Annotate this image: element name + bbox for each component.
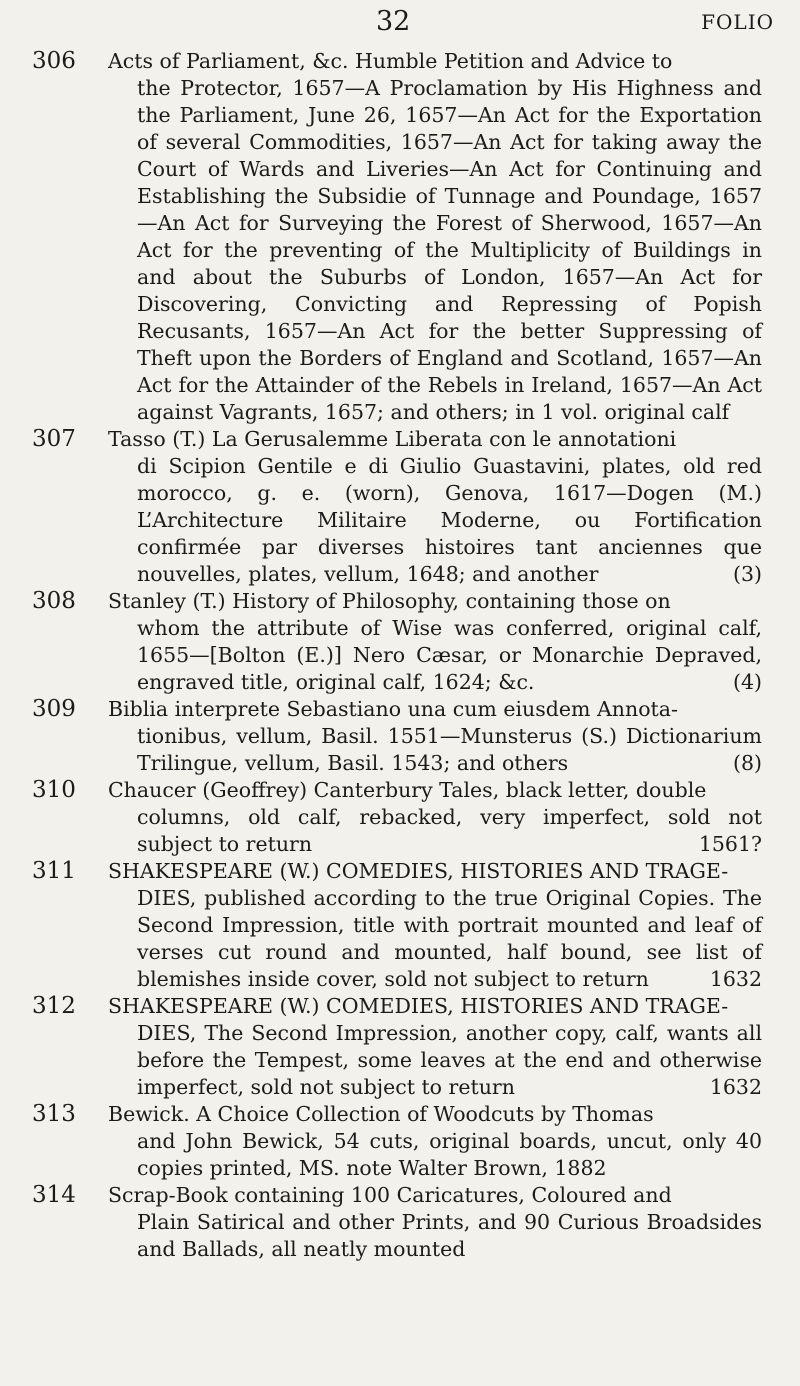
lot-details: di Scipion Gentile e di Giulio Guastavini, plates, old red morocco, g. e. (worn), Genova, 1617—Dogen (M.) L’Architecture Militaire Moderne, ou Fortification confirmée par diverses histoires tant anciennes que nouvelles, plates, vellum, 1648; and another (137, 454, 762, 586)
lot-heading: Biblia interprete Sebastiano una cum eiusdem Annota- (108, 697, 678, 721)
lot-number: 312 (32, 993, 76, 1019)
lot-details: and John Bewick, 54 cuts, original boards, uncut, only 40 copies printed, MS. note Walter Brown, 1882 (137, 1129, 762, 1180)
page-header (0, 2, 800, 42)
lot-date: 1632 (709, 967, 762, 991)
lot-entry (0, 1182, 800, 1263)
lot-list (0, 48, 800, 1263)
lot-entry (0, 48, 800, 426)
lot-entry (0, 858, 800, 993)
lot-entry (0, 588, 800, 696)
lot-entry (0, 1101, 800, 1182)
lot-date: 1632 (709, 1075, 762, 1099)
lot-details: whom the attribute of Wise was conferred, original calf, 1655—[Bolton (E.)] Nero Cæsar, or Monarchie Depraved, engraved title, original calf, 1624; &c. (137, 616, 762, 694)
lot-number: 307 (32, 426, 76, 452)
lot-heading: SHAKESPEARE (W.) COMEDIES, HISTORIES AND TRAGE- (108, 859, 729, 883)
lot-heading: Stanley (T.) History of Philosophy, containing those on (108, 589, 671, 613)
lot-description (108, 1182, 762, 1263)
lot-description (108, 993, 762, 1101)
lot-entry (0, 696, 800, 777)
lot-details: Plain Satirical and other Prints, and 90 Curious Broadsides and Ballads, all neatly mounted (137, 1210, 762, 1261)
page-number: 32 (376, 6, 411, 37)
lot-quantity: (4) (732, 670, 762, 694)
lot-details-wrap (108, 723, 762, 777)
lot-number: 310 (32, 777, 76, 803)
lot-details-wrap (108, 453, 762, 588)
lot-number: 313 (32, 1101, 76, 1127)
lot-description (108, 48, 762, 426)
lot-description (108, 1101, 762, 1182)
lot-description (108, 777, 762, 858)
lot-details-wrap (108, 885, 762, 993)
lot-number: 314 (32, 1182, 76, 1208)
lot-details: DIES, The Second Impression, another copy, calf, wants all before the Tempest, some leaves at the end and otherwise imperfect, sold not subject to return (137, 1021, 762, 1099)
lot-description (108, 588, 762, 696)
lot-heading: Acts of Parliament, &c. Humble Petition and Advice to (108, 49, 673, 73)
lot-description (108, 426, 762, 588)
lot-number: 311 (32, 858, 76, 884)
lot-details: tionibus, vellum, Basil. 1551—Munsterus (S.) Dictionarium Trilingue, vellum, Basil. 1543; and others (137, 724, 762, 775)
lot-heading: Bewick. A Choice Collection of Woodcuts by Thomas (108, 1102, 654, 1126)
lot-description (108, 696, 762, 777)
lot-description (108, 858, 762, 993)
lot-details: the Protector, 1657—A Proclamation by His Highness and the Parliament, June 26, 1657—An Act for the Exportation of several Commodities, 1657—An Act for taking away the Court of Wards and Liveries—An Act for Continuing and Establishing the Subsidie of Tunnage and Poundage, 1657—An Act for Surveying the Forest of Sherwood, 1657—An Act for the preventing of the Multiplicity of Buildings in and about the Suburbs of London, 1657—An Act for Discovering, Convicting and Repressing of Popish Recusants, 1657—An Act for the better Suppressing of Theft upon the Borders of England and Scotland, 1657—An Act for the Attainder of the Rebels in Ireland, 1657—An Act against Vagrants, 1657; and others; in 1 vol. original calf (137, 76, 762, 424)
lot-details: DIES, published according to the true Original Copies. The Second Impression, title with portrait mounted and leaf of verses cut round and mounted, half bound, see list of blemishes inside cover, sold not subject to return (137, 886, 762, 991)
lot-number: 309 (32, 696, 76, 722)
lot-entry (0, 993, 800, 1101)
section-label: FOLIO (701, 10, 774, 34)
lot-number: 308 (32, 588, 76, 614)
lot-details-wrap (108, 615, 762, 696)
lot-heading: SHAKESPEARE (W.) COMEDIES, HISTORIES AND TRAGE- (108, 994, 729, 1018)
lot-heading: Tasso (T.) La Gerusalemme Liberata con le annotationi (108, 427, 677, 451)
lot-details: columns, old calf, rebacked, very imperfect, sold not subject to return (137, 805, 762, 856)
lot-details-wrap (108, 804, 762, 858)
lot-quantity: (8) (732, 751, 762, 775)
lot-date: 1561? (698, 832, 762, 856)
lot-entry (0, 426, 800, 588)
lot-heading: Chaucer (Geoffrey) Canterbury Tales, black letter, double (108, 778, 707, 802)
lot-entry (0, 777, 800, 858)
lot-number: 306 (32, 48, 76, 74)
lot-quantity: (3) (732, 562, 762, 586)
lot-heading: Scrap-Book containing 100 Caricatures, Coloured and (108, 1183, 672, 1207)
lot-details-wrap (108, 1020, 762, 1101)
